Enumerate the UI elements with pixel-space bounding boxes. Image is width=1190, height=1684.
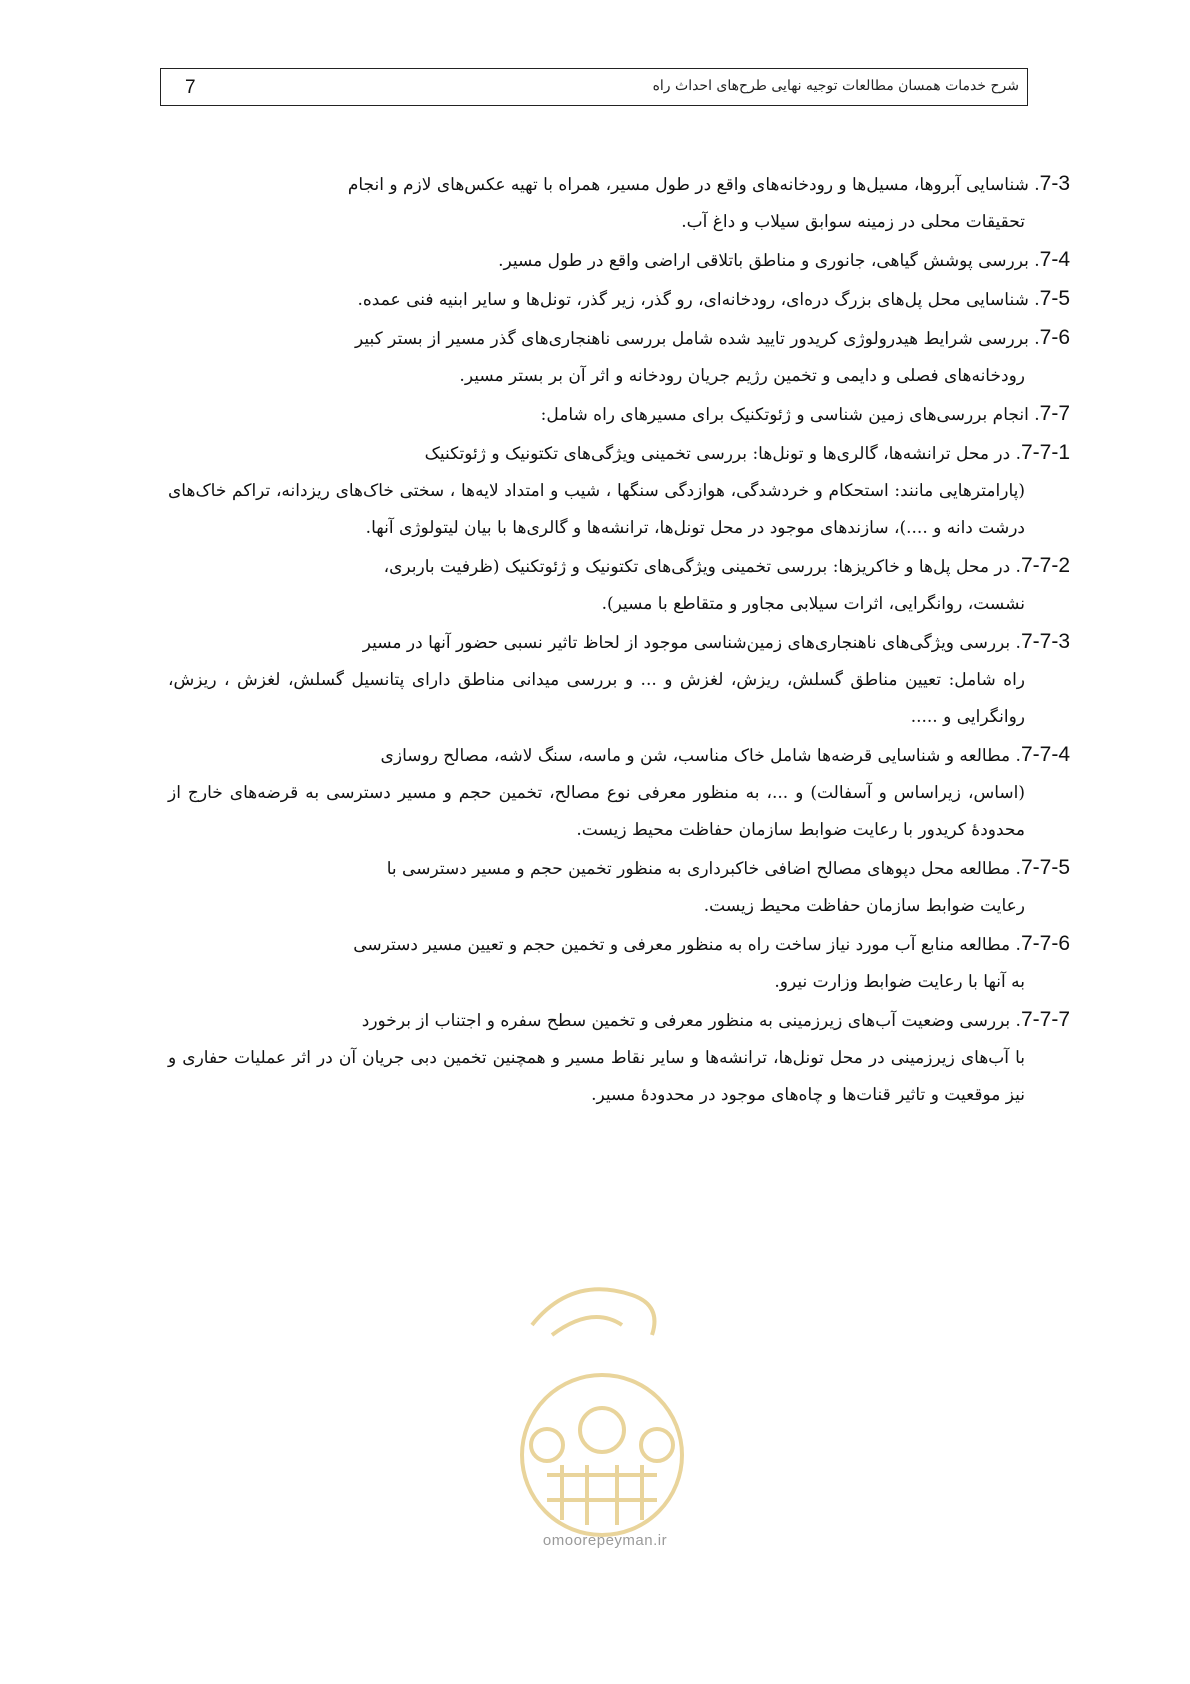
item-first-line	[168, 925, 1070, 964]
item-number: 7-7-3	[1020, 630, 1070, 653]
item-number: 7-6	[1039, 326, 1070, 349]
item-first-line	[168, 434, 1070, 473]
item-continuation: تحقیقات محلی در زمینه سوابق سیلاب و داغ آب.	[681, 212, 1025, 232]
list-item	[168, 623, 1070, 736]
item-text: . در محل پل‌ها و خاکریزها: بررسی تخمینی ویژگی‌های تکتونیک و ژئوتکنیک (ظرفیت باربری،	[383, 557, 1021, 577]
list-item	[168, 925, 1070, 1001]
list-item	[168, 736, 1070, 849]
item-first-line	[168, 165, 1070, 204]
item-continuation: به آنها با رعایت ضوابط وزارت نیرو.	[774, 972, 1025, 992]
item-text: . بررسی وضعیت آب‌های زیرزمینی به منظور معرفی و تخمین سطح سفره و اجتناب از برخورد	[361, 1011, 1021, 1031]
item-text: . شناسایی محل پل‌های بزرگ دره‌ای، رودخانه‌ای، رو گذر، زیر گذر، تونل‌ها و سایر ابنیه فنی عمده.	[357, 290, 1040, 310]
item-number: 7-5	[1039, 287, 1070, 310]
item-text: . شناسایی آبروها، مسیل‌ها و رودخانه‌های واقع در طول مسیر، همراه با تهیه عکس‌های لازم و انجام	[347, 175, 1040, 195]
header-title: شرح خدمات همسان مطالعات توجیه نهایی طرح‌های احداث راه	[652, 78, 1019, 94]
watermark-site: omoorepeyman.ir	[542, 1532, 668, 1549]
page-number: 7	[185, 77, 196, 98]
list-item	[168, 395, 1070, 434]
item-first-line	[168, 319, 1070, 358]
item-number: 7-7	[1039, 402, 1070, 425]
list-item	[168, 849, 1070, 925]
item-number: 7-7-7	[1020, 1008, 1070, 1031]
item-text: . بررسی شرایط هیدرولوژی کریدور تایید شده شامل بررسی ناهنجاری‌های گذر مسیر از بستر کبیر	[355, 329, 1040, 349]
item-number: 7-7-1	[1020, 441, 1070, 464]
watermark-logo	[492, 1265, 712, 1555]
list-item	[168, 434, 1070, 547]
document-body	[168, 165, 1070, 1114]
item-first-line	[168, 395, 1070, 434]
item-number: 7-3	[1039, 172, 1070, 195]
item-number: 7-7-6	[1020, 932, 1070, 955]
item-text: . انجام بررسی‌های زمین شناسی و ژئوتکنیک برای مسیرهای راه شامل:	[540, 405, 1040, 425]
item-continuation: راه شامل: تعیین مناطق گسلش، ریزش، لغزش و ... و بررسی میدانی مناطق دارای پتانسیل گسلش، لغزش ، ریزش، روانگرایی و .....	[168, 670, 1025, 727]
item-text: . بررسی ویژگی‌های ناهنجاری‌های زمین‌شناسی موجود از لحاظ تاثیر نسبی حضور آنها در مسیر	[362, 633, 1021, 653]
list-item	[168, 547, 1070, 623]
item-continuation: با آب‌های زیرزمینی در محل تونل‌ها، ترانشه‌ها و سایر نقاط مسیر و همچنین تخمین دبی جریان آن در اثر عملیات حفاری و نیز موقعیت و تاثیر قنات‌ها و چاه‌های موجود در محدودهٔ مسیر.	[168, 1048, 1025, 1105]
list-item	[168, 1001, 1070, 1114]
item-first-line	[168, 1001, 1070, 1040]
item-text: . در محل ترانشه‌ها، گالری‌ها و تونل‌ها: بررسی تخمینی ویژگی‌های تکتونیک و ژئوتکنیک	[424, 444, 1021, 464]
item-first-line	[168, 736, 1070, 775]
item-first-line	[168, 623, 1070, 662]
item-continuation: رعایت ضوابط سازمان حفاظت محیط زیست.	[703, 896, 1025, 916]
item-number: 7-7-5	[1020, 856, 1070, 879]
item-first-line	[168, 241, 1070, 280]
item-continuation: رودخانه‌های فصلی و دایمی و تخمین رژیم جریان رودخانه و اثر آن بر بستر مسیر.	[459, 366, 1025, 386]
list-item	[168, 280, 1070, 319]
item-text: . مطالعه منابع آب مورد نیاز ساخت راه به منظور معرفی و تخمین حجم و تعیین مسیر دسترسی	[353, 935, 1021, 955]
item-continuation: (پارامترهایی مانند: استحکام و خردشدگی، هوازدگی سنگها ، شیب و امتداد لایه‌ها ، سختی خاک‌های ریزدانه، تراکم خاک‌های درشت دانه و ....)، سازندهای موجود در محل تونل‌ها، ترانشه‌ها و گالری‌ها با بیان لیتولوژی آنها.	[168, 481, 1025, 538]
item-text: . بررسی پوشش گیاهی، جانوری و مناطق باتلاقی اراضی واقع در طول مسیر.	[498, 251, 1040, 271]
item-number: 7-4	[1039, 248, 1070, 271]
item-first-line	[168, 849, 1070, 888]
list-item	[168, 319, 1070, 395]
item-text: . مطالعه محل دپوهای مصالح اضافی خاکبرداری به منظور تخمین حجم و مسیر دسترسی با	[386, 859, 1021, 879]
item-number: 7-7-4	[1020, 743, 1070, 766]
list-item	[168, 241, 1070, 280]
list-item	[168, 165, 1070, 241]
page-header	[160, 68, 1028, 106]
item-text: . مطالعه و شناسایی قرضه‌ها شامل خاک مناسب، شن و ماسه، سنگ لاشه، مصالح روسازی	[380, 746, 1021, 766]
item-first-line	[168, 547, 1070, 586]
item-first-line	[168, 280, 1070, 319]
item-number: 7-7-2	[1020, 554, 1070, 577]
item-continuation: نشست، روانگرایی، اثرات سیلابی مجاور و متقاطع با مسیر).	[601, 594, 1025, 614]
item-continuation: (اساس، زیراساس و آسفالت) و ...، به منظور معرفی نوع مصالح، تخمین حجم و مسیر دسترسی به قرضه‌های خارج از محدودهٔ کریدور با رعایت ضوابط سازمان حفاظت محیط زیست.	[168, 783, 1026, 840]
